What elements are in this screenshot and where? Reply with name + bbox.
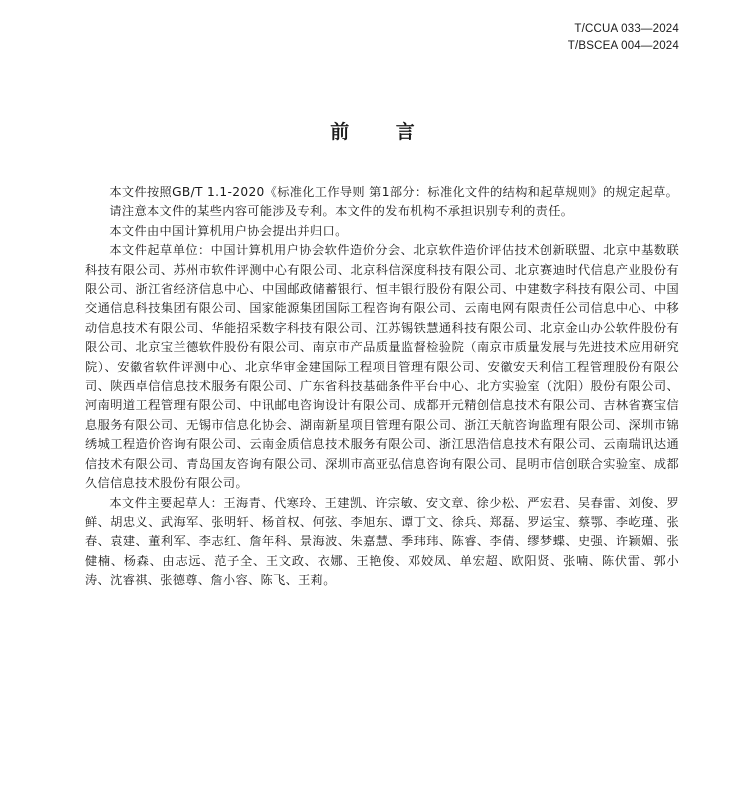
standard-code-ccua: T/CCUA 033—2024 xyxy=(574,23,679,35)
paragraph-patent-notice: 请注意本文件的某些内容可能涉及专利。本文件的发布机构不承担识别专利的责任。 xyxy=(109,204,574,219)
paragraph-drafters: 本文件主要起草人：王海青、代寒玲、王建凯、许宗敏、安文章、徐少松、严宏君、吴春雷、刘俊、罗鲜、胡忠义、武海军、张明轩、杨首权、何弦、李旭东、谭丁文、徐兵、郑磊、罗运宝、蔡鄂、李屹瑾、张春、袁建、董利军、李志红、詹年科、景海波、朱嘉慧、季玮玮、陈睿、李倩、缪梦蝶、史强、许颖媚、张健楠、杨森、由志远、范子全、王文政、衣娜、王艳俊、邓姣凤、单宏超、欧阳贤、张喃、陈伏雷、郭小涛、沈睿祺、张德尊、詹小容、陈飞、王莉。 xyxy=(85,495,679,588)
paragraph-proposer: 本文件由中国计算机用户协会提出并归口。 xyxy=(109,223,348,238)
paragraph-drafting-rules: 本文件按照GB/T 1.1-2020《标准化工作导则 第1部分：标准化文件的结构和起草规则》的规定起草。 xyxy=(109,185,679,199)
standard-codes xyxy=(568,21,679,55)
foreword-body xyxy=(85,183,679,591)
standard-code-bscea: T/BSCEA 004—2024 xyxy=(567,40,679,52)
page-title: 前 言 xyxy=(330,121,435,143)
paragraph-drafting-units: 本文件起草单位：中国计算机用户协会软件造价分会、北京软件造价评估技术创新联盟、北京中基数联科技有限公司、苏州市软件评测中心有限公司、北京科信深度科技有限公司、北京赛迪时代信息产业股份有限公司、浙江省经济信息中心、中国邮政储蓄银行、恒丰银行股份有限公司、中建数字科技有限公司、中国交通信息科技集团有限公司、国家能源集团国际工程咨询有限公司、云南电网有限责任公司信息中心、中移动信息技术有限公司、华能招采数字科技有限公司、江苏锡铁慧通科技有限公司、北京金山办公软件股份有限公司、北京宝兰德软件股份有限公司、南京市产品质量监督检验院（南京市质量发展与先进技术应用研究院）、安徽省软件评测中心、北京华审金建国际工程项目管理有限公司、安徽安天利信工程管理股份有限公司、陕西卓信信息技术服务有限公司、广东省科技基础条件平台中心、北方实验室（沈阳）股份有限公司、河南明道工程管理有限公司、中讯邮电咨询设计有限公司、成都开元精创信息技术有限公司、吉林省赛宝信息服务有限公司、无锡市信息化协会、湖南新星项目管理有限公司、浙江天航咨询监理有限公司、深圳市锦绣城工程造价咨询有限公司、云南金质信息技术服务有限公司、浙江思浩信息技术有限公司、云南瑞讯达通信技术有限公司、青岛国友咨询有限公司、深圳市高亚弘信息咨询有限公司、昆明市信创联合实验室、成都久信信息技术股份有限公司。 xyxy=(85,243,679,491)
